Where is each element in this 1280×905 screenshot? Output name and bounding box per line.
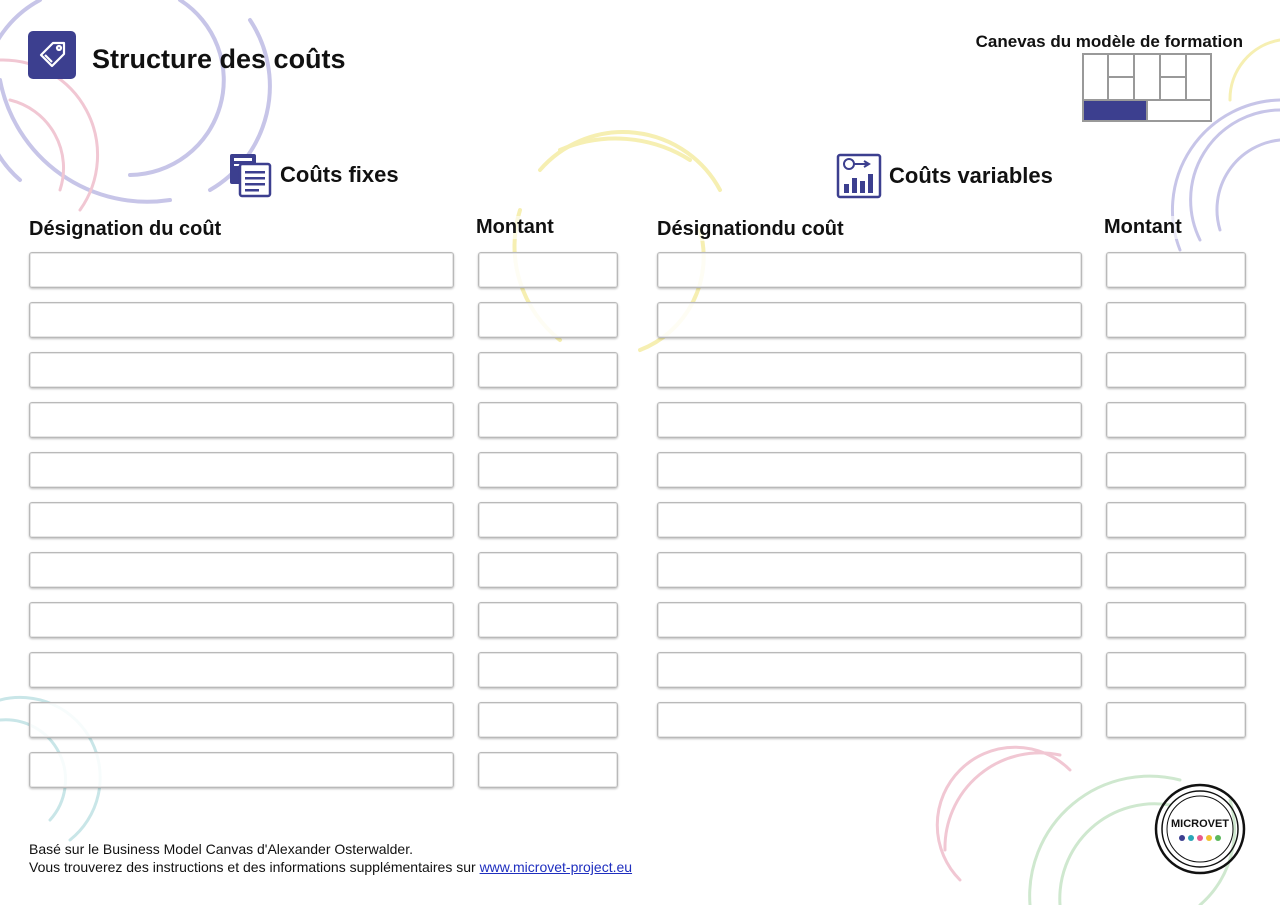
variable-amount-field[interactable]	[1106, 702, 1246, 738]
variable-designation-field[interactable]	[657, 602, 1082, 638]
fixed-costs-title: Coûts fixes	[274, 160, 405, 190]
fixed-amount-field[interactable]	[478, 352, 618, 388]
variable-designation-field[interactable]	[657, 352, 1082, 388]
chart-report-icon	[835, 152, 883, 200]
variable-designation-field[interactable]	[657, 302, 1082, 338]
footer-info	[29, 858, 632, 876]
fixed-amount-field[interactable]	[478, 752, 618, 788]
footer-info-text: Vous trouverez des instructions et des informations supplémentaires sur	[29, 859, 476, 875]
fixed-amount-field[interactable]	[478, 602, 618, 638]
fixed-amount-field[interactable]	[478, 302, 618, 338]
variable-designation-field[interactable]	[657, 502, 1082, 538]
fixed-designation-field[interactable]	[29, 252, 454, 288]
variable-costs-heading	[835, 152, 1059, 200]
variable-amount-field[interactable]	[1106, 402, 1246, 438]
microvet-logo-text: MICROVET	[1170, 818, 1230, 830]
fixed-amount-field[interactable]	[478, 402, 618, 438]
price-tag-icon	[28, 31, 76, 79]
variable-designation-field[interactable]	[657, 452, 1082, 488]
fixed-designation-field[interactable]	[29, 652, 454, 688]
fixed-amount-field[interactable]	[478, 502, 618, 538]
fixed-designation-field[interactable]	[29, 552, 454, 588]
fixed-amount-field[interactable]	[478, 452, 618, 488]
fixed-designation-label: Désignation du coût	[29, 218, 222, 240]
fixed-designation-field[interactable]	[29, 702, 454, 738]
fixed-designation-field[interactable]	[29, 302, 454, 338]
fixed-amount-field[interactable]	[478, 252, 618, 288]
fixed-amount-field[interactable]	[478, 652, 618, 688]
documents-icon	[228, 152, 274, 198]
variable-amount-field[interactable]	[1106, 352, 1246, 388]
variable-amount-field[interactable]	[1106, 652, 1246, 688]
fixed-amount-field[interactable]	[478, 552, 618, 588]
footer	[29, 840, 632, 876]
variable-amount-field[interactable]	[1106, 302, 1246, 338]
variable-designation-field[interactable]	[657, 552, 1082, 588]
fixed-designation-field[interactable]	[29, 452, 454, 488]
fixed-amount-label: Montant	[476, 216, 554, 238]
fixed-designation-field[interactable]	[29, 602, 454, 638]
fixed-designation-field[interactable]	[29, 502, 454, 538]
fixed-costs-heading	[228, 152, 405, 198]
variable-amount-label: Montant	[1104, 216, 1182, 238]
page-title: Structure des coûts	[92, 44, 346, 74]
variable-amount-field[interactable]	[1106, 552, 1246, 588]
variable-designation-field[interactable]	[657, 652, 1082, 688]
canvas-label: Canevas du modèle de formation	[975, 32, 1243, 51]
variable-amount-field[interactable]	[1106, 502, 1246, 538]
variable-amount-field[interactable]	[1106, 452, 1246, 488]
fixed-amount-field[interactable]	[478, 702, 618, 738]
footer-credit: Basé sur le Business Model Canvas d'Alexander Osterwalder.	[29, 841, 413, 857]
fixed-designation-field[interactable]	[29, 352, 454, 388]
variable-costs-title: Coûts variables	[883, 161, 1059, 191]
canvas-map-icon	[1082, 53, 1212, 122]
variable-designation-label: Désignationdu coût	[657, 218, 844, 240]
variable-amount-field[interactable]	[1106, 602, 1246, 638]
variable-amount-field[interactable]	[1106, 252, 1246, 288]
variable-designation-field[interactable]	[657, 252, 1082, 288]
footer-link[interactable]: www.microvet-project.eu	[479, 859, 633, 875]
variable-designation-field[interactable]	[657, 702, 1082, 738]
fixed-designation-field[interactable]	[29, 402, 454, 438]
fixed-designation-field[interactable]	[29, 752, 454, 788]
variable-designation-field[interactable]	[657, 402, 1082, 438]
